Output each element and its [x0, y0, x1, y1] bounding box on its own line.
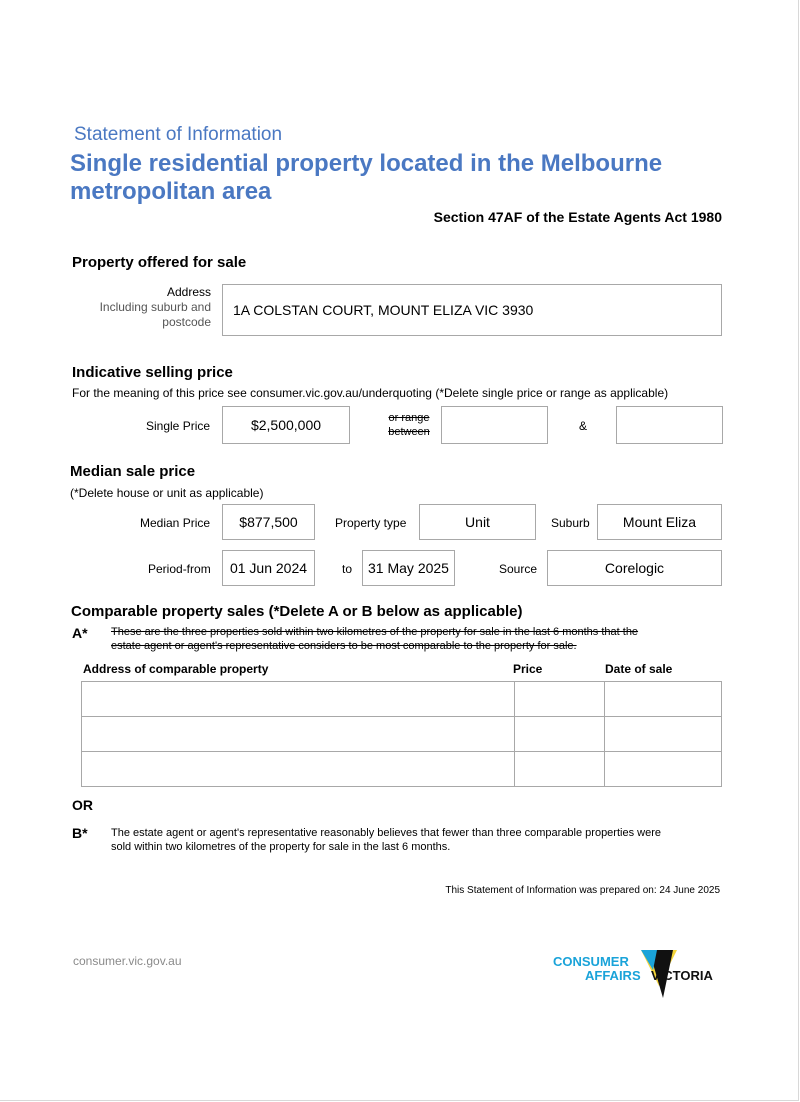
table-row — [82, 717, 722, 752]
indicative-heading: Indicative selling price — [72, 364, 233, 381]
or-range-label-2: between — [388, 426, 430, 438]
property-heading: Property offered for sale — [72, 254, 247, 271]
period-from-field[interactable] — [222, 550, 315, 586]
table-row — [82, 682, 722, 717]
cell-price[interactable] — [515, 682, 605, 717]
section-reference: Section 47AF of the Estate Agents Act 1980 — [433, 209, 722, 225]
logo-text-victoria: VICTORIA — [651, 968, 713, 983]
suburb-value: Mount Eliza — [622, 514, 697, 530]
cell-date[interactable] — [605, 682, 722, 717]
footer-url[interactable]: consumer.vic.gov.au — [73, 954, 182, 968]
median-note: (*Delete house or unit as applicable) — [70, 486, 264, 500]
option-b-text-1: The estate agent or agent's representative reasonably believes that fewer than three comparable properties were — [111, 827, 661, 839]
period-to-value: 31 May 2025 — [368, 560, 449, 576]
single-price-field[interactable] — [222, 406, 350, 444]
indicative-note: For the meaning of this price see consumer.vic.gov.au/underquoting (*Delete single price or range as applicable) — [72, 386, 669, 400]
period-from-value: 01 Jun 2024 — [229, 560, 308, 576]
or-label: OR — [72, 797, 93, 813]
logo-text-consumer: CONSUMER — [553, 954, 629, 969]
cell-address[interactable] — [82, 752, 515, 787]
option-a-text-2: estate agent or agent's representative considers to be most comparable to the property for sale. — [111, 640, 577, 652]
property-type-value: Unit — [465, 514, 490, 530]
address-sublabel-1: Including suburb and — [99, 300, 211, 314]
document-subtitle: Statement of Information — [74, 124, 283, 145]
and-label: & — [579, 419, 588, 433]
source-field[interactable] — [547, 550, 722, 586]
prepared-date: This Statement of Information was prepared on: 24 June 2025 — [445, 885, 720, 896]
col-header-date: Date of sale — [605, 662, 673, 676]
table-row — [82, 752, 722, 787]
to-label: to — [342, 562, 353, 576]
period-to-field[interactable] — [362, 550, 455, 586]
address-field[interactable] — [222, 284, 722, 336]
single-price-label: Single Price — [146, 419, 211, 433]
address-value: 1A COLSTAN COURT, MOUNT ELIZA VIC 3930 — [233, 302, 534, 318]
or-range-label-1: or range — [388, 412, 430, 424]
median-price-label: Median Price — [140, 516, 211, 530]
cell-address[interactable] — [82, 717, 515, 752]
median-price-field[interactable] — [222, 504, 315, 540]
cell-date[interactable] — [605, 752, 722, 787]
suburb-label: Suburb — [551, 516, 590, 530]
cell-address[interactable] — [82, 682, 515, 717]
property-type-field[interactable] — [419, 504, 536, 540]
option-a-text-1: These are the three properties sold within two kilometres of the property for sale in the last 6 months that the — [111, 626, 639, 638]
source-label: Source — [499, 562, 538, 576]
logo-mark — [553, 948, 725, 1000]
cell-date[interactable] — [605, 717, 722, 752]
col-header-price: Price — [513, 662, 543, 676]
document-title: Single residential property located in the Melbourne metropolitan area — [70, 150, 663, 205]
range-high-field[interactable] — [616, 406, 723, 444]
median-heading: Median sale price — [70, 463, 196, 480]
comparable-heading: Comparable property sales (*Delete A or B below as applicable) — [71, 603, 523, 620]
period-from-label: Period-from — [148, 562, 211, 576]
option-b-text-2: sold within two kilometres of the property for sale in the last 6 months. — [111, 841, 451, 853]
address-sublabel-2: postcode — [162, 315, 211, 329]
suburb-field[interactable] — [597, 504, 722, 540]
comparable-table — [81, 681, 722, 787]
address-label: Address — [166, 285, 211, 299]
option-a-marker: A* — [72, 625, 88, 641]
option-b-marker: B* — [72, 825, 88, 841]
single-price-value: $2,500,000 — [250, 417, 322, 433]
range-low-field[interactable] — [441, 406, 548, 444]
source-value: Corelogic — [604, 560, 665, 576]
cell-price[interactable] — [515, 717, 605, 752]
col-header-address: Address of comparable property — [83, 662, 269, 676]
median-price-value: $877,500 — [239, 514, 298, 530]
consumer-affairs-victoria-logo — [553, 948, 725, 1000]
cell-price[interactable] — [515, 752, 605, 787]
logo-text-affairs: AFFAIRS — [585, 968, 641, 983]
property-type-label: Property type — [335, 516, 407, 530]
